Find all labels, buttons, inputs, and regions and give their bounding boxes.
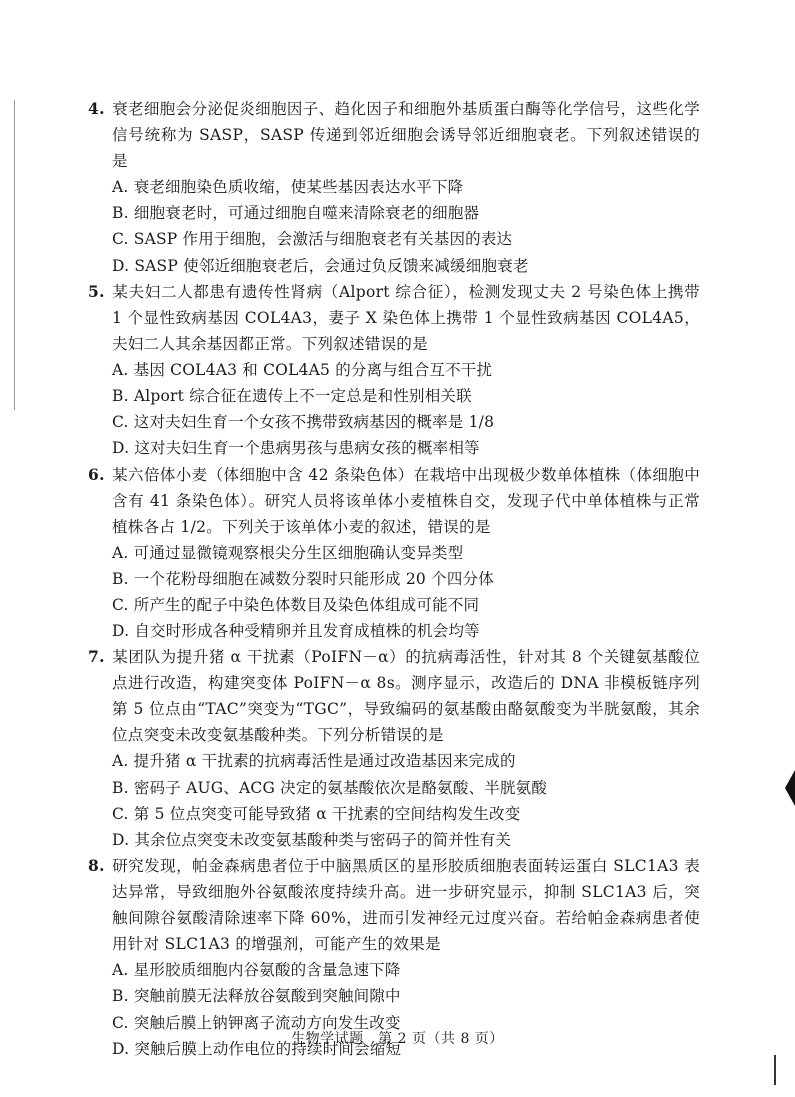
page-footer: 生物学试题 第 2 页（共 8 页） [291,1031,504,1047]
question-stem: 某六倍体小麦（体细胞中含 42 条染色体）在栽培中出现极少数单体植株（体细胞中含有 41 条染色体）。研究人员将该单体小麦植株自交，发现子代中单体植株与正常植株各占 1/2。下列关于该单体小麦的叙述，错误的是 [112,465,700,536]
option-d: D. 这对夫妇生育一个患病男孩与患病女孩的概率相等 [112,439,480,458]
option-d: D. SASP 使邻近细胞衰老后，会通过负反馈来减缓细胞衰老 [112,256,529,275]
option-d: D. 自交时形成各种受精卵并且发育成植株的机会均等 [112,622,480,641]
option-c: C. 突触后膜上钠钾离子流动方向发生改变 [112,1013,401,1032]
option-b: B. 密码子 AUG、ACG 决定的氨基酸依次是酪氨酸、半胱氨酸 [112,778,548,797]
option-d: D. 其余位点突变未改变氨基酸种类与密码子的简并性有关 [112,831,512,850]
question-5 [88,279,700,462]
option-a: A. 提升猪 α 干扰素的抗病毒活性是通过改造基因来完成的 [112,752,516,771]
option-c: C. 所产生的配子中染色体数目及染色体组成可能不同 [112,596,480,615]
option-a: A. 衰老细胞染色质收缩，使某些基因表达水平下降 [112,178,464,196]
question-number: 6. [88,464,105,484]
question-stem: 研究发现，帕金森病患者位于中脑黑质区的星形胶质细胞表面转运蛋白 SLC1A3 表达异常，导致细胞外谷氨酸浓度持续升高。进一步研究显示，抑制 SLC1A3 后，突触间隙谷氨酸清除速率下降 60%，进而引发神经元过度兴奋。若给帕金森病患者使用针对 SLC1A3 的增强剂，可能产生的效果是 [112,857,700,954]
question-6 [88,462,700,645]
question-4 [88,96,700,279]
option-c: C. SASP 作用于细胞，会激活与细胞衰老有关基因的表达 [112,230,513,249]
option-b: B. 细胞衰老时，可通过细胞自噬来清除衰老的细胞器 [112,204,480,223]
option-a: A. 可通过显微镜观察根尖分生区细胞确认变异类型 [112,543,464,562]
question-list [88,96,700,1062]
question-number: 4. [88,99,105,118]
question-stem: 某夫妇二人都患有遗传性肾病（Alport 综合征），检测发现丈夫 2 号染色体上携带 1 个显性致病基因 COL4A3，妻子 X 染色体上携带 1 个显性致病基因 COL4A5，夫妇二人其余基因都正常。下列叙述错误的是 [112,282,700,353]
scan-edge-line [14,100,15,410]
question-number: 5. [88,281,105,301]
option-d: D. 突触后膜上动作电位的持续时间会缩短 [112,1039,402,1058]
question-7 [88,644,700,853]
scan-edge-line-bottom [774,1055,776,1085]
question-stem: 衰老细胞会分泌促炎细胞因子、趋化因子和细胞外基质蛋白酶等化学信号，这些化学信号统称为 SASP，SASP 传递到邻近细胞会诱导邻近细胞衰老。下列叙述错误的是 [112,100,700,170]
question-number: 7. [88,647,105,667]
option-c: C. 这对夫妇生育一个女孩不携带致病基因的概率是 1/8 [112,413,495,432]
page-edge-marker [785,770,795,806]
option-b: B. 一个花粉母细胞在减数分裂时只能形成 20 个四分体 [112,569,494,588]
option-b: B. Alport 综合征在遗传上不一定总是和性别相关联 [112,387,472,406]
question-number: 8. [88,856,105,876]
question-stem: 某团队为提升猪 α 干扰素（PoIFN－α）的抗病毒活性，针对其 8 个关键氨基酸位点进行改造，构建突变体 PoIFN－α 8s。测序显示，改造后的 DNA 非模板链序列第 5 位点由“TAC”突变为“TGC”，导致编码的氨基酸由酪氨酸变为半胱氨酸，其余位点突变未改变氨基酸种类。下列分析错误的是 [112,648,700,745]
option-b: B. 突触前膜无法释放谷氨酸到突触间隙中 [112,987,401,1006]
option-a: A. 星形胶质细胞内谷氨酸的含量急速下降 [112,961,401,980]
option-a: A. 基因 COL4A3 和 COL4A5 的分离与组合互不干扰 [112,360,493,379]
option-c: C. 第 5 位点突变可能导致猪 α 干扰素的空间结构发生改变 [112,804,521,823]
